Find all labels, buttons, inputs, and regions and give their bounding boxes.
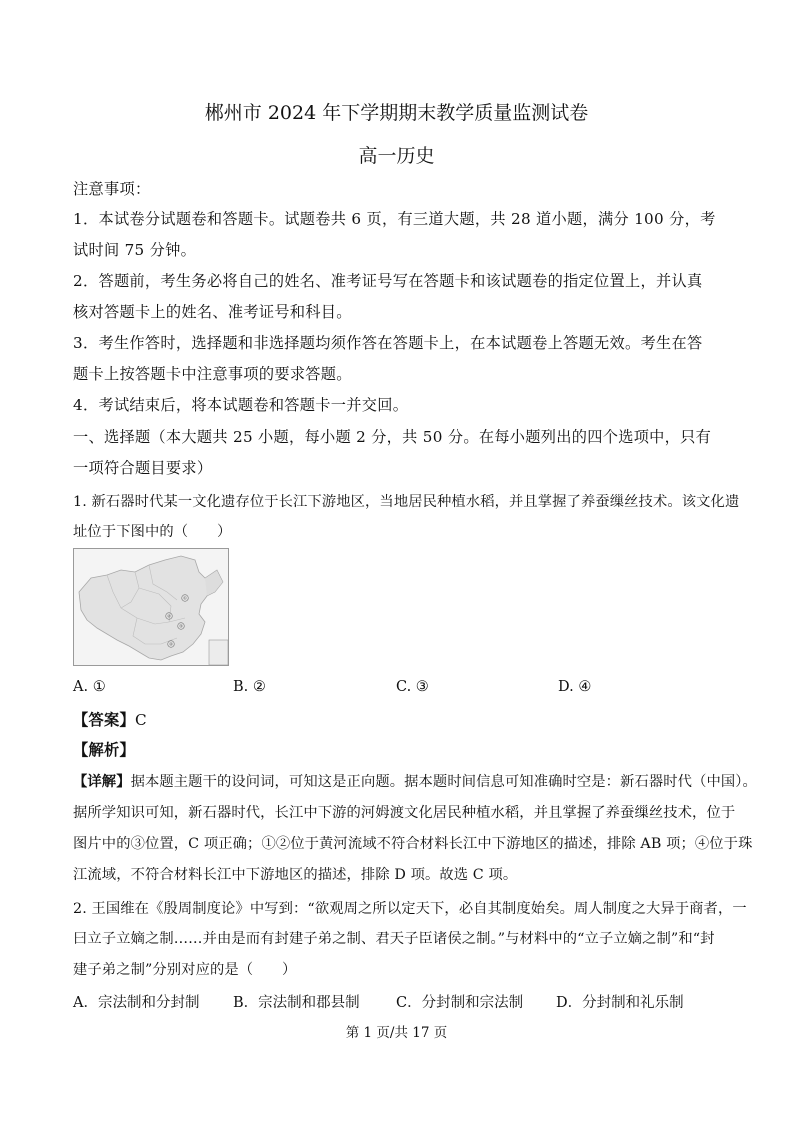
notice-item-3-line-2: 题卡上按答题卡中注意事项的要求答题。 [73, 365, 352, 383]
notice-heading: 注意事项： [73, 180, 151, 198]
svg-text:④: ④ [169, 641, 173, 647]
svg-text:②: ② [167, 613, 171, 619]
q2-option-a: A．宗法制和分封制 [73, 995, 200, 1011]
exam-subtitle: 高一历史 [358, 145, 435, 167]
notice-item-2-line-1: 2．答题前，考生务必将自己的姓名、准考证号写在答题卡和该试题卷的指定位置上，并认真 [73, 272, 703, 290]
q1-option-d: D. ④ [558, 679, 592, 695]
q1-stem-line-2: 址位于下图中的（ ） [73, 524, 232, 540]
notice-item-2-line-2: 核对答题卡上的姓名、准考证号和科目。 [73, 303, 352, 321]
notice-item-1-line-2: 试时间 75 分钟。 [73, 241, 197, 259]
section-1-heading-line-2: 一项符合题目要求） [73, 459, 213, 477]
q1-option-c: C. ③ [396, 679, 429, 695]
notice-item-4: 4．考试结束后，将本试题卷和答题卡一并交回。 [73, 396, 409, 414]
china-map-image [73, 548, 229, 666]
q1-option-a: A. ① [73, 679, 106, 695]
q2-stem-line-3: 建子弟之制”分别对应的是（ ） [73, 962, 297, 978]
notice-item-1-line-1: 1．本试卷分试题卷和答题卡。试题卷共 6 页，有三道大题，共 28 道小题，满分 100 分，考 [73, 210, 716, 228]
q1-detail-line-3: 图片中的③位置，C 项正确；①②位于黄河流域不符合材料长江中下游地区的描述，排除 AB 项；④位于珠 [73, 836, 753, 852]
q1-option-b: B. ② [233, 679, 266, 695]
section-1-heading-line-1: 一、选择题（本大题共 25 小题，每小题 2 分，共 50 分。在每小题列出的四个选项中，只有 [73, 428, 712, 446]
q1-detail-line-2: 据所学知识可知，新石器时代，长江中下游的河姆渡文化居民种植水稻，并且掌握了养蚕缫丝技术，位于 [73, 805, 736, 821]
q1-detail-line-4: 江流域，不符合材料长江中下游地区的描述，排除 D 项。故选 C 项。 [73, 867, 518, 883]
q2-option-b: B．宗法制和郡县制 [233, 995, 360, 1011]
page-footer: 第 1 页/共 17 页 [345, 1025, 448, 1041]
q1-stem-line-1: 1. 新石器时代某一文化遗存位于长江下游地区，当地居民种植水稻，并且掌握了养蚕缫丝技术。该文化遗 [73, 494, 740, 510]
exam-title: 郴州市 2024 年下学期期末教学质量监测试卷 [204, 102, 589, 124]
notice-item-3-line-1: 3．考生作答时，选择题和非选择题均须作答在答题卡上，在本试题卷上答题无效。考生在答 [73, 334, 703, 352]
q2-option-c: C．分封制和宗法制 [396, 995, 524, 1011]
answer-value: C [134, 711, 147, 729]
q1-detail-line-1: 【详解】据本题主题干的设问词，可知这是正向题。据本题时间信息可知准确时空是：新石器时代（中国）。 [73, 774, 757, 790]
answer-label: 【答案】 [73, 711, 135, 729]
q2-stem-line-2: 曰立子立嫡之制……并由是而有封建子弟之制、君天子臣诸侯之制。”与材料中的“立子立嫡之制”和“封 [73, 931, 715, 947]
svg-text:①: ① [183, 595, 187, 601]
q1-analysis-label: 【解析】 [73, 741, 135, 759]
q1-answer [73, 709, 725, 730]
q2-option-d: D．分封制和礼乐制 [556, 995, 684, 1011]
q2-stem-line-1: 2. 王国维在《殷周制度论》中写到：“欲观周之所以定天下，必自其制度始矣。周人制度之大异于商者，一 [73, 901, 747, 917]
detail-label: 【详解】 [73, 774, 131, 790]
svg-text:③: ③ [179, 623, 183, 629]
